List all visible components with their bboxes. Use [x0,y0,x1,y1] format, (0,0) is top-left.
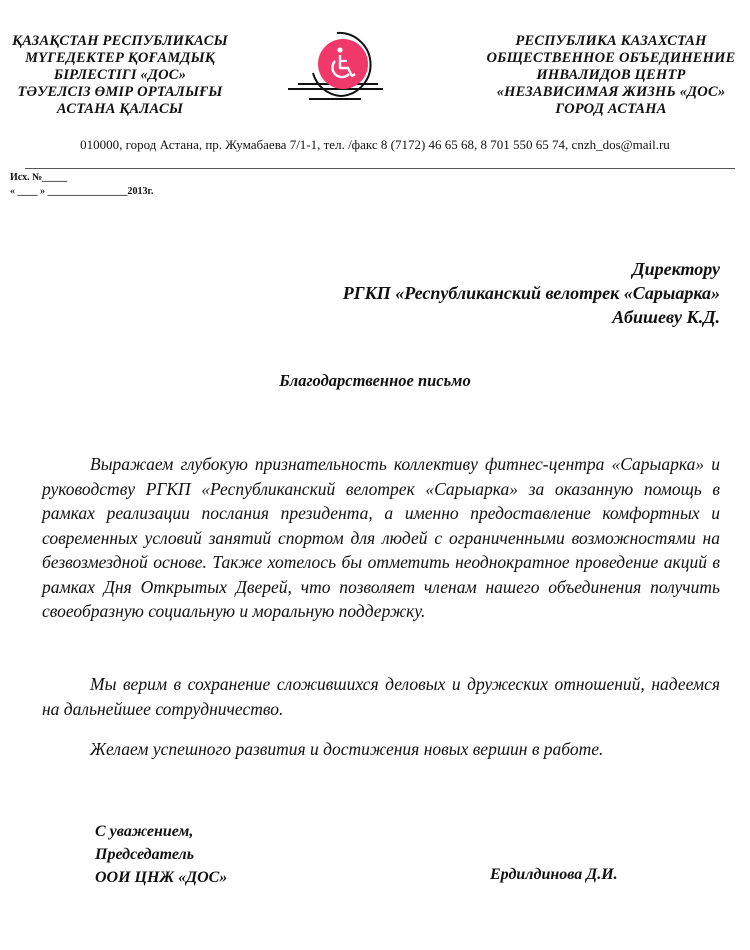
header-right-line: ИНВАЛИДОВ ЦЕНТР [536,67,686,83]
addressee-block [343,257,720,329]
body-paragraph [42,672,720,721]
header-left-line: МҮГЕДЕКТЕР ҚОҒАМДЫҚ [25,50,215,66]
outgoing-date: « ____ » ________________2013г. [10,186,154,197]
letter-title: Благодарственное письмо [279,371,471,390]
paragraph-text: Желаем успешного развития и достижения новых вершин в работе. [90,739,604,759]
paragraph-text: Выражаем глубокую признательность коллективу фитнес-центра «Сарыарка» и руководству РГКП «Республиканский велотрек «Сарыарка» за оказанную помощь в рамках реализации послания президента, а именно предоставление комфортных и современных условий занятий спортом для людей с ограниченными возможностями на безвозмездной основе. Также хотелось бы отметить неоднократное проведение акций в рамках Дня Открытых Дверей, что позволяет членам нашего объединения получить своеобразную социальную и моральную поддержку. [42,454,720,621]
signature-closing: С уважением, [95,823,194,840]
header-divider [25,168,735,169]
wheelchair-icon [283,30,398,105]
header-left-line: АСТАНА ҚАЛАСЫ [56,101,184,117]
signature-block [95,820,227,889]
organization-logo [283,30,398,105]
body-paragraph [42,452,720,624]
addressee-name: Абишеву К.Д. [612,307,720,327]
outgoing-number: Исх. №_____ [10,172,68,183]
header-left-line: БІРЛЕСТІГІ «ДОС» [53,67,187,83]
header-left-line: ТӘУЕЛСІЗ ӨМІР ОРТАЛЫҒЫ [17,84,223,100]
header-left-line: ҚАЗАҚСТАН РЕСПУБЛИКАСЫ [12,33,228,49]
header-right-line: ОБЩЕСТВЕННОЕ ОБЪЕДИНЕНИЕ [486,50,736,66]
addressee-organization: РГКП «Республиканский велотрек «Сарыарка» [342,283,720,303]
header-right-line: РЕСПУБЛИКА КАЗАХСТАН [515,33,707,49]
header-right-line: ГОРОД АСТАНА [555,101,667,117]
signatory-name: Ердилдинова Д.И. [490,866,618,883]
header-kazakh-block [0,33,240,118]
contact-line: 010000, город Астана, пр. Жумабаева 7/1-1, тел. /факс 8 (7172) 46 65 68, 8 701 550 65 74, cnzh_dos@mail.ru [80,137,670,152]
signature-organization: ООИ ЦНЖ «ДОС» [95,869,228,886]
signature-position: Председатель [95,846,195,863]
paragraph-text: Мы верим в сохранение сложившихся деловых и дружеских отношений, надеемся на дальнейшее сотрудничество. [42,674,720,719]
header-russian-block [480,33,742,118]
body-paragraph [42,737,720,762]
header-right-line: «НЕЗАВИСИМАЯ ЖИЗНЬ «ДОС» [496,84,726,100]
addressee-position: Директору [632,259,720,279]
